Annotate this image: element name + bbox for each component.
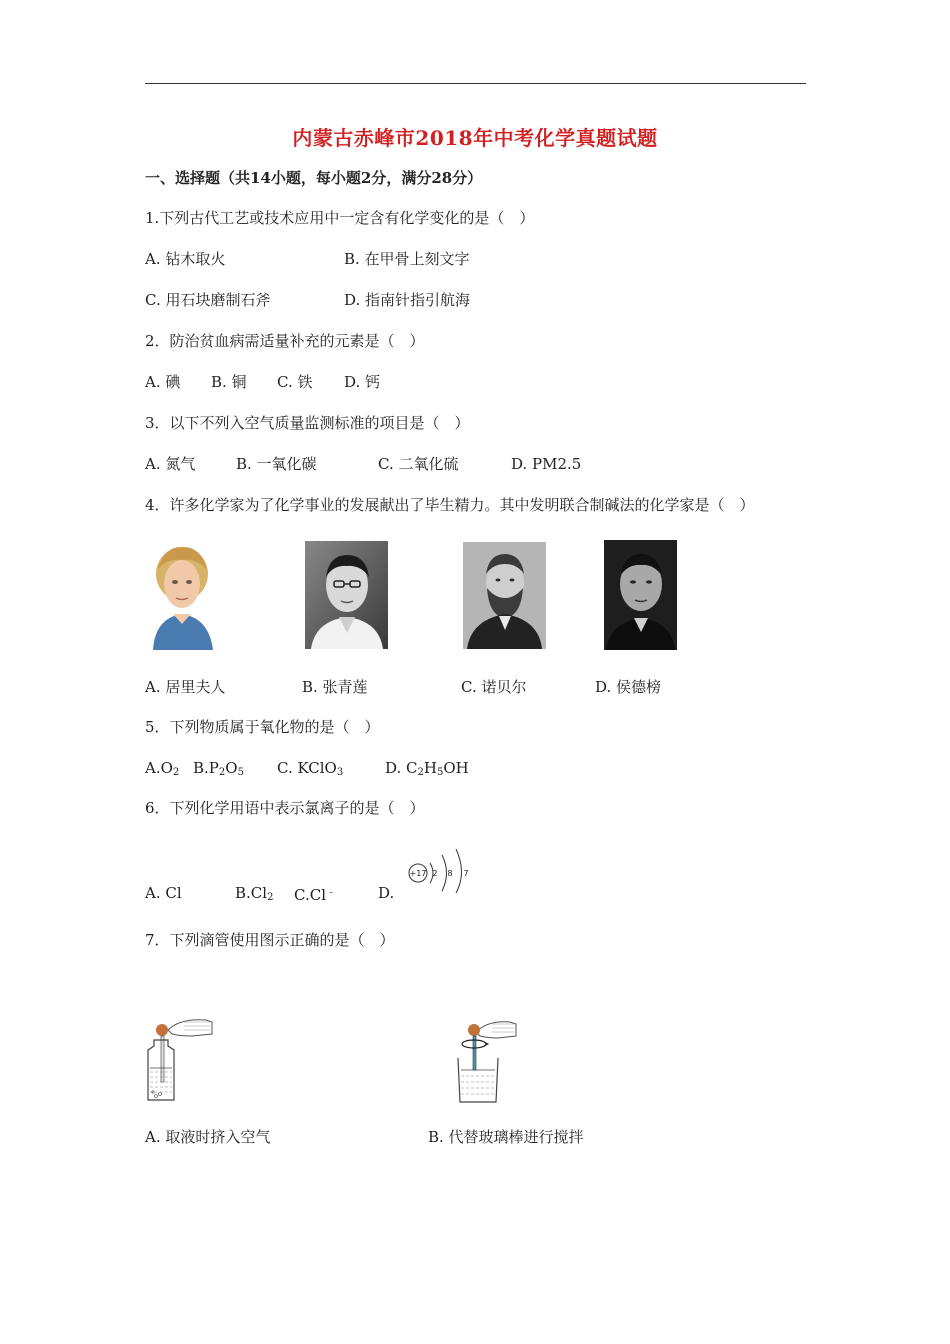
- q2-option-c: C. 铁: [277, 373, 313, 391]
- header-rule: [145, 83, 806, 84]
- question-6-stem: 6．下列化学用语中表示氯离子的是（ ）: [145, 799, 425, 817]
- shell-2-electrons: 8: [447, 869, 453, 878]
- question-7-stem: 7．下列滴管使用图示正确的是（ ）: [145, 931, 395, 949]
- question-3-stem: 3．以下不列入空气质量监测标准的项目是（ ）: [145, 414, 470, 432]
- page-title: 内蒙古赤峰市2018年中考化学真题试题: [292, 126, 658, 150]
- portrait-d-image: [604, 540, 677, 650]
- q2-option-a: A. 碘: [145, 373, 181, 391]
- q5-option-b: $B.P_2O_5$: [193, 759, 244, 778]
- q4-option-b: B. 张青莲: [302, 678, 368, 696]
- q5-option-a: $A.O_2$: [145, 759, 180, 778]
- q5-option-d: D. $C_2H_5OH$: [385, 759, 469, 778]
- atom-structure-diagram: [404, 843, 479, 893]
- q7-option-b: B. 代替玻璃棒进行搅拌: [428, 1128, 584, 1146]
- q3-option-d: D. PM2.5: [511, 455, 582, 473]
- q1-option-a: A. 钻木取火: [145, 250, 226, 268]
- q6-option-d: D.: [378, 884, 395, 902]
- q3-option-b: B. 一氧化碳: [236, 455, 317, 473]
- q3-option-c: C. 二氧化硫: [378, 455, 459, 473]
- shell-3-electrons: 7: [463, 869, 469, 878]
- q1-option-d: D. 指南针指引航海: [344, 291, 471, 309]
- q3-option-a: A. 氮气: [145, 455, 196, 473]
- question-1-stem: 1.下列古代工艺或技术应用中一定含有化学变化的是（ ）: [145, 209, 535, 227]
- q6-option-c: C.Cl﹣: [294, 886, 336, 904]
- dropper-bottle-illustration: [140, 1012, 220, 1104]
- portrait-a-image: [145, 540, 220, 650]
- portrait-c-image: [463, 542, 546, 649]
- shell-1-electrons: 2: [432, 869, 438, 878]
- q7-option-a: A. 取液时挤入空气: [145, 1128, 271, 1146]
- q2-option-d: D. 钙: [344, 373, 381, 391]
- q1-option-c: C. 用石块磨制石斧: [145, 291, 271, 309]
- q2-option-b: B. 铜: [211, 373, 247, 391]
- portrait-b-image: [305, 541, 388, 649]
- q4-option-d: D. 侯德榜: [595, 678, 662, 696]
- question-2-stem: 2．防治贫血病需适量补充的元素是（ ）: [145, 332, 425, 350]
- dropper-beaker-illustration: [450, 1018, 522, 1106]
- q1-option-b: B. 在甲骨上刻文字: [344, 250, 470, 268]
- q6-option-b: $B.Cl_2$: [235, 884, 274, 903]
- q6-option-a: A. Cl: [145, 884, 182, 902]
- nucleus-charge-label: +17: [409, 869, 427, 878]
- question-4-stem: 4．许多化学家为了化学事业的发展献出了毕生精力。其中发明联合制碱法的化学家是（ ）: [145, 496, 755, 514]
- q4-option-c: C. 诺贝尔: [461, 678, 527, 696]
- question-5-stem: 5．下列物质属于氧化物的是（ ）: [145, 718, 380, 736]
- section-heading: 一、选择题（共14小题，每小题2分，满分28分）: [145, 169, 483, 187]
- q4-option-a: A. 居里夫人: [145, 678, 226, 696]
- q5-option-c: C. KClO$_3$: [277, 759, 344, 778]
